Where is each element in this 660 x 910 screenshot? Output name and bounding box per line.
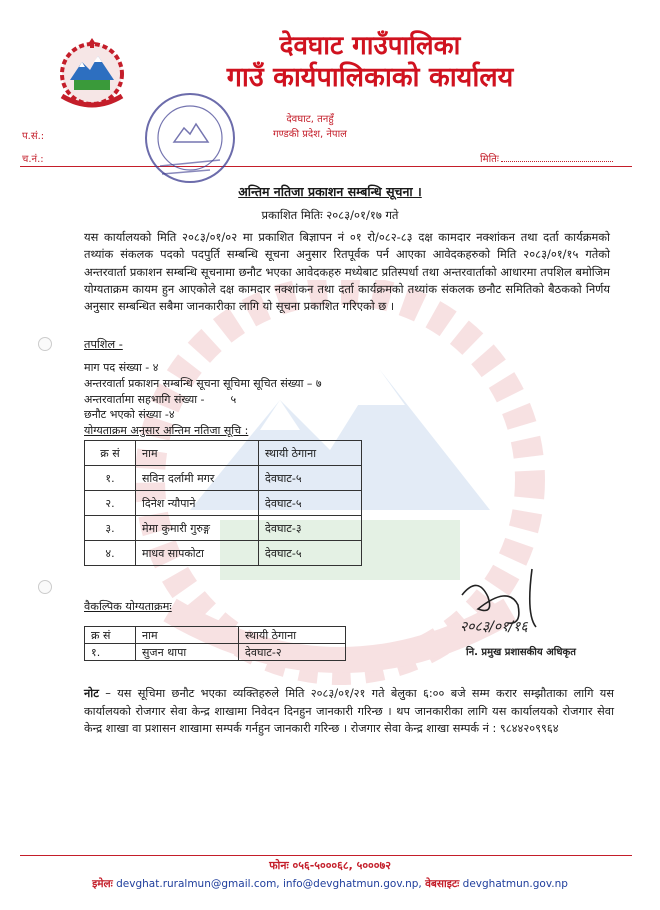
- office-stamp: [140, 90, 240, 186]
- signature-date: २०८३/०१/१६: [460, 619, 528, 635]
- row-address: देवघाट-३: [259, 516, 362, 541]
- date-field: [480, 151, 613, 165]
- header-divider: [20, 166, 632, 167]
- reference-ps-label: प.सं.:: [22, 131, 45, 142]
- office-name: [160, 30, 580, 94]
- row-address: देवघाट-५: [259, 491, 362, 516]
- notice-body: यस कार्यालयको मिति २०८३/०१/०२ मा प्रकाशित बिज्ञापन नं ०१ रो/०८२-८३ दक्ष कामदार नक्शांकन तथा दर्ता कार्यक्रमको तथ्यांक संकलक पदको पदपुर्ति सम्बन्धि सूचना अनुसार रितपूर्वक पर्न आएका आवेदकहरुको मिति २०८३/०१/१५ गतेको अन्तरवार्ता प्रकाशन सम्बन्धि सूचनामा छनौट भएका आवेदकहरु मध्येबाट प्रतिस्पर्धा तथा अन्तरवार्ताको आधारमा तपशिल बमोजिम योग्यताक्रम कायम हुन आएकोले दक्ष कामदार नक्शांकन तथा दर्ता कार्यक्रमको तथ्यांक संकलक छनौट समितिको बैठकको निर्णय अनुसार सम्बन्धित सबैमा जानकारीका लागि यो सूचना प्रकाशित गरिएको छ ।: [84, 230, 610, 314]
- row-name: मेमा कुमारी गुरुङ्ग: [136, 516, 259, 541]
- row-serial: २.: [85, 491, 136, 516]
- row-address: देवघाट-५: [259, 466, 362, 491]
- website-label: वेबसाइटः: [425, 878, 460, 890]
- punch-hole: [38, 337, 52, 351]
- col-name-header: नाम: [136, 441, 259, 466]
- footer-contact: [0, 877, 660, 891]
- address-line1: देवघाट, तनहुँ: [286, 114, 334, 125]
- note-label: नोट: [84, 687, 99, 700]
- table-header-row: [85, 627, 346, 644]
- table-row: [85, 644, 346, 661]
- col-serial-header: क्र सं: [85, 627, 136, 644]
- office-name-line2: गाउँ कार्यपालिकाको कार्यालय: [226, 62, 514, 93]
- row-name: सुजन थापा: [136, 644, 239, 661]
- row-address: देवघाट-२: [239, 644, 346, 661]
- row-serial: १.: [85, 644, 136, 661]
- alternate-heading: वैकल्पिक योग्यताक्रमः: [84, 600, 172, 613]
- row-address: देवघाट-५: [259, 541, 362, 566]
- stat-listed: अन्तरवार्ता प्रकाशन सम्बन्धि सूचना सूचिमा सूचित संख्या – ७: [84, 377, 322, 390]
- result-table: [84, 440, 362, 566]
- address-line2: गण्डकी प्रदेश, नेपाल: [273, 129, 347, 140]
- note-text: – यस सूचिमा छनौट भएका व्यक्तिहरुले मिति २०८३/०१/२१ गते बेलुका ६:०० बजे सम्म करार सम्झौताका लागि यस कार्यालयको रोजगार सेवा केन्द्र शाखामा निवेदन दिनहुन जानकारी गरिन्छ । थप जानकारीका लागि यस कार्यालयको रोजगार सेवा केन्द्र शाखा वा प्रशासन शाखामा सम्पर्क गर्नहुन जानकारी गरिन्छ । रोजगार सेवा केन्द्र शाखा सम्पर्क नं : ९८४४२०९९६४: [84, 687, 614, 735]
- schedule-heading: तपशिल -: [84, 338, 123, 351]
- punch-hole: [38, 580, 52, 594]
- table-row: [85, 516, 362, 541]
- date-dotted-line: [501, 153, 613, 162]
- website-link[interactable]: devghatmun.gov.np: [462, 878, 568, 890]
- officer-designation: नि. प्रमुख प्रशासकीय अधिकृत: [466, 647, 576, 658]
- table-row: [85, 541, 362, 566]
- stat-selected: छनौट भएको संख्या -४: [84, 408, 175, 421]
- stat-participated: [84, 392, 236, 407]
- stat-participated-label: अन्तरवार्तामा सहभागि संख्या -: [84, 393, 205, 406]
- table-header-row: [85, 441, 362, 466]
- table-row: [85, 491, 362, 516]
- col-address-header: स्थायी ठेगाना: [239, 627, 346, 644]
- office-address: [250, 112, 370, 142]
- row-name: दिनेश न्यौपाने: [136, 491, 259, 516]
- note-paragraph: [84, 685, 614, 738]
- row-serial: ४.: [85, 541, 136, 566]
- email-label: इमेलः: [92, 878, 113, 890]
- col-serial-header: क्र सं: [85, 441, 136, 466]
- row-serial: ३.: [85, 516, 136, 541]
- alternate-table: [84, 626, 346, 661]
- stat-posts: माग पद संख्या - ४: [84, 361, 159, 374]
- officer-signature: [448, 565, 608, 655]
- email-addresses[interactable]: devghat.ruralmun@gmail.com, info@devghatmun.gov.np,: [116, 878, 422, 890]
- notice-title: अन्तिम नतिजा प्रकाशन सम्बन्धि सूचना ।: [238, 184, 422, 199]
- date-label: मितिः: [480, 154, 499, 165]
- office-name-line1: देवघाट गाउँपालिका: [279, 31, 461, 61]
- footer-phone: फोनः ०५६-५०००६८, ५०००७२: [269, 859, 391, 872]
- row-serial: १.: [85, 466, 136, 491]
- table-row: [85, 466, 362, 491]
- footer-divider: [20, 855, 632, 856]
- reference-cn-label: च.नं.:: [22, 154, 44, 165]
- row-name: सविन दर्लामी मगर: [136, 466, 259, 491]
- col-name-header: नाम: [136, 627, 239, 644]
- stat-participated-value: ५: [230, 393, 237, 406]
- nepal-emblem-icon: [52, 36, 132, 112]
- result-list-heading: योग्यताक्रम अनुसार अन्तिम नतिजा सूचि :: [84, 424, 249, 437]
- row-name: माधव सापकोटा: [136, 541, 259, 566]
- published-date: प्रकाशित मितिः २०८३/०१/१७ गते: [261, 208, 399, 222]
- col-address-header: स्थायी ठेगाना: [259, 441, 362, 466]
